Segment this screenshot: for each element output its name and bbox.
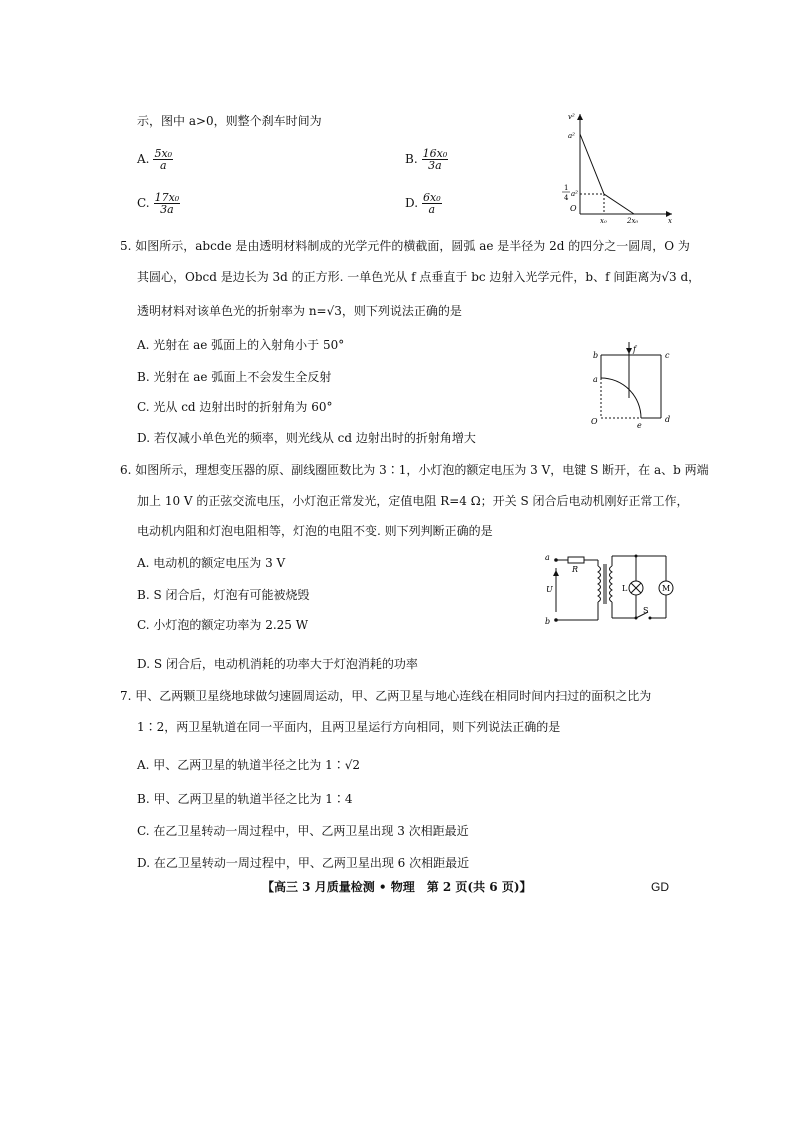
q6-option-d[interactable]: D. S 闭合后，电动机消耗的功率大于灯泡消耗的功率 [137, 657, 418, 671]
q6-label-u: U [546, 585, 553, 594]
q4-label-a2: a² [568, 132, 575, 140]
q6-option-b[interactable]: B. S 闭合后，灯泡有可能被烧毁 [137, 588, 310, 602]
q7-option-d[interactable]: D. 在乙卫星转动一周过程中，甲、乙两卫星出现 6 次相距最近 [137, 856, 470, 870]
q4-stem-tail: 示，图中 a>0，则整个刹车时间为 [137, 114, 322, 128]
q5-label-c: c [665, 351, 670, 360]
q5-option-a[interactable]: A. 光射在 ae 弧面上的入射角小于 50° [137, 338, 345, 352]
q7-option-c[interactable]: C. 在乙卫星转动一周过程中，甲、乙两卫星出现 3 次相距最近 [137, 824, 469, 838]
q7-stem-line-1: 7. 甲、乙两颗卫星绕地球做匀速圆周运动，甲、乙两卫星与地心连线在相同时间内扫过的面积之比为 [120, 689, 652, 703]
q5-stem-line-2: 其圆心，Obcd 是边长为 3d 的正方形. 一单色光从 f 点垂直于 bc 边射入光学元件，b、f 间距离为√3 d， [137, 270, 701, 284]
q4-option-d[interactable]: D. $\frac{\text{6x₀}}{a}$ [405, 191, 441, 216]
q5-label-o: O [591, 417, 598, 426]
q4-option-b[interactable]: B. $\frac{\text{16x₀}}{3a}$ [405, 147, 448, 172]
q7-option-a[interactable]: A. 甲、乙两卫星的轨道半径之比为 1∶√2 [137, 758, 361, 772]
q6-transformer-circuit [540, 548, 690, 630]
q5-optical-element-figure [585, 340, 685, 432]
q6-label-m: M [662, 584, 671, 593]
q5-option-c[interactable]: C. 光从 cd 边射出时的折射角为 60° [137, 400, 333, 414]
q4-v2-x-graph [560, 110, 680, 225]
q4-axis-x: x [668, 217, 672, 225]
q4-label-x0: x₀ [600, 217, 607, 225]
q4-label-a2-quarter: a² [571, 190, 578, 198]
q6-label-s: S [643, 606, 649, 615]
q5-label-a: a [593, 375, 598, 384]
q6-stem-line-2: 加上 10 V 的正弦交流电压，小灯泡正常发光，定值电阻 R=4 Ω；开关 S 闭合后电动机刚好正常工作， [137, 494, 689, 508]
q7-option-b[interactable]: B. 甲、乙两卫星的轨道半径之比为 1∶4 [137, 792, 353, 806]
q5-stem-line-3: 透明材料对该单色光的折射率为 n=√3，则下列说法正确的是 [137, 304, 462, 318]
q4-label-origin: O [570, 204, 577, 213]
q5-label-e: e [637, 421, 642, 430]
q7-stem-line-2: 1∶2，两卫星轨道在同一平面内，且两卫星运行方向相同，则下列说法正确的是 [137, 720, 561, 734]
q4-axis-v2: v² [568, 113, 575, 121]
q6-option-c[interactable]: C. 小灯泡的额定功率为 2.25 W [137, 618, 309, 632]
q6-label-l: L [622, 584, 628, 593]
q6-label-b: b [545, 617, 551, 626]
q4-label-2x0: 2x₀ [627, 217, 639, 225]
q5-label-d: d [665, 415, 671, 424]
q4-option-a[interactable]: A. $\frac{\text{5x₀}}{a}$ [137, 147, 173, 172]
q4-label-one: 1 [564, 184, 569, 192]
q6-label-r: R [572, 565, 579, 574]
q6-stem-line-1: 6. 如图所示，理想变压器的原、副线圈匝数比为 3∶1，小灯泡的额定电压为 3 V，电键 S 断开，在 a、b 两端 [120, 463, 709, 477]
footer-code: GD [651, 880, 669, 894]
q6-option-a[interactable]: A. 电动机的额定电压为 3 V [137, 556, 286, 570]
q5-option-b[interactable]: B. 光射在 ae 弧面上不会发生全反射 [137, 370, 332, 384]
q5-option-d[interactable]: D. 若仅减小单色光的频率，则光线从 cd 边射出时的折射角增大 [137, 431, 476, 445]
q6-label-a: a [545, 553, 550, 562]
q4-option-c[interactable]: C. $\frac{\text{17x₀}}{3a}$ [137, 191, 180, 216]
q5-stem-line-1: 5. 如图所示，abcde 是由透明材料制成的光学元件的横截面，圆弧 ae 是半径为 2d 的四分之一圆周，O 为 [120, 239, 690, 253]
q6-stem-line-3: 电动机内阻和灯泡电阻相等，灯泡的电阻不变. 则下列判断正确的是 [137, 524, 493, 538]
q4-label-four: 4 [564, 194, 569, 202]
q5-label-f: f [633, 345, 636, 354]
footer-page-info: 【高三 3 月质量检测 • 物理 第 2 页(共 6 页)】 [262, 880, 532, 894]
q5-label-b: b [593, 351, 599, 360]
